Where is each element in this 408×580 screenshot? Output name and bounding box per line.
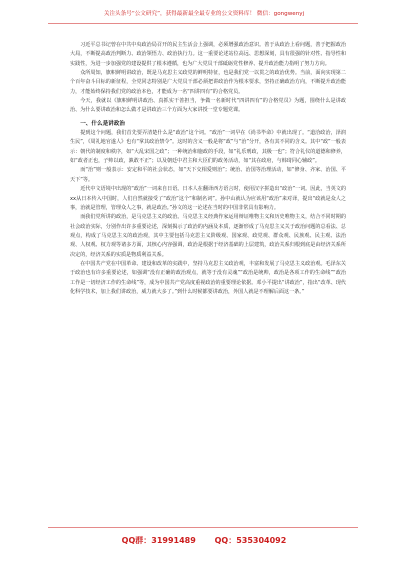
section-paragraph-2: 而“治”则一般表示：安定和平的社会状态，如“天下交相爱则治”；统治、治国等治理活动，如“修身、齐家、治国、平天下”等。 — [70, 167, 346, 183]
intro-paragraph-1: 习近平总书记曾在中共中央政治局召开的民主生活会上强调，必须增强政治意识。善于从政治上看问题，善于把握政治大局，不断提高政治判断力、政治领悟力、政治执行力。这一重要论述站位高远、思想深刻，具有很强的针对性、指导性和实践性，为进一步加强党的建设提供了根本遵循，也为广大党员干部砥砺党性修养、提升政治能力指明了努力方向。 — [70, 42, 346, 67]
section-paragraph-4: 而我们党所讲的政治，是马克思主义的政治。马克思主义经典作家运用辩证唯物主义和历史唯物主义，结合不同时期的社会政治实际，分别作出许多重要论述，深刻揭示了政治的内涵及本质，逐渐形成了马克思主义关于政治问题的总看法、总观点，构成了马克思主义的政治观，其中主要包括马克思主义阶级观、国家观、政党观、群众观、民族观、民主观、法治观、人权观、权力观等诸多方面，其核心内容强调，政治是根据于经济基础的上层建筑，政治关系归根到底是由经济关系所决定的，经济关系的实质是物质利益关系。 — [70, 214, 346, 258]
section-paragraph-1: 提到这个问题，我们首先要弄清楚什么是“政治”这个词。“政治”一词早在《尚书毕命》中就出现了。“道洽政治，泽润生民”，《周礼地官遂人》也有“掌其政治禁令”。这时的含义一般是将“政”与“治”分开，各有其不同的含义。其中“政”一般表示：朝代的制度和秩序，如“大乱宋国之政”；一种统治和施政的手段，如“礼乐刑政，其极一也”；符合礼仪的道德和修养，如“政者正也，子帅以政，孰敢不正”；以及朝廷中君主和大臣们的政务活动，如“其在政府，与韩琦同心辅政”。 — [70, 130, 346, 165]
section-heading: 一、什么是讲政治 — [80, 120, 125, 127]
intro-paragraph-2: 众所周知，旗帜鲜明讲政治，既是马克思主义政党的鲜明特征，也是我们党一以贯之的政治优势。当前，面向实现第二个百年奋斗目标的新征程，全党同志特别是广大党员干部必须把讲政治作为根本要求，坚持正确政治方向，不断提升政治能力，才能始终保持我们党的政治本色，才能成为一名“四讲四有”的合格党员。 — [70, 70, 346, 95]
footer-contact — [0, 536, 408, 546]
header-divider — [48, 23, 358, 24]
intro-paragraph-3: 今天，我就以《旗帜鲜明讲政治、真抓实干善担当，争做一名新时代“四讲四有”的合格党员》为题，围绕什么是讲政治、为什么要讲政治和怎么做才是讲政治三个方面为大家讲授一堂专题党课。 — [70, 98, 346, 114]
document-body — [70, 41, 346, 297]
section-paragraph-3: 近代中文语境中出现的“政治”一词来自日语。日本人在翻译西方语言时，使用汉字拼造出“政治”一词。因此，当英文的xx从日本传入中国时，人们自然就接受了“政治”这个“和制名词”。孙中山就认为应该用“政治”来对译，提出“政就是众人之事，治就是管理，管理众人之事，就是政治。”孙文的这一论述在当时的中国非常具有影响力。 — [70, 186, 346, 211]
section-paragraph-5: 在中国共产党在中国革命、建设和改革的实践中，坚持马克思主义政治观，丰富和发展了马克思主义政治观。毛泽东关于政治也有许多重要论述，如强调“没有正确的政治观点，就等于没有灵魂”“政治是统帅，政治是各项工作的生命线”“政治工作是一切经济工作的生命线”等，成为中国共产党高度重视政治的重要理论依据。邓小平提出“讲政治”，指出“改革、现代化科学技术，加上我们讲政治，威力就大多了。”到什么时候都要讲政治，外国人就是不理解后面这一条。” — [70, 260, 346, 295]
header-banner: 关注头条号“公文研究”，获得最新最全最专业的公文资料库！ 微信：gongwenyj — [103, 11, 305, 17]
qq-group-text: QQ群：31991489 — [121, 536, 196, 545]
footer-divider — [48, 527, 358, 528]
qq-number-text: QQ：535304092 — [214, 536, 287, 545]
